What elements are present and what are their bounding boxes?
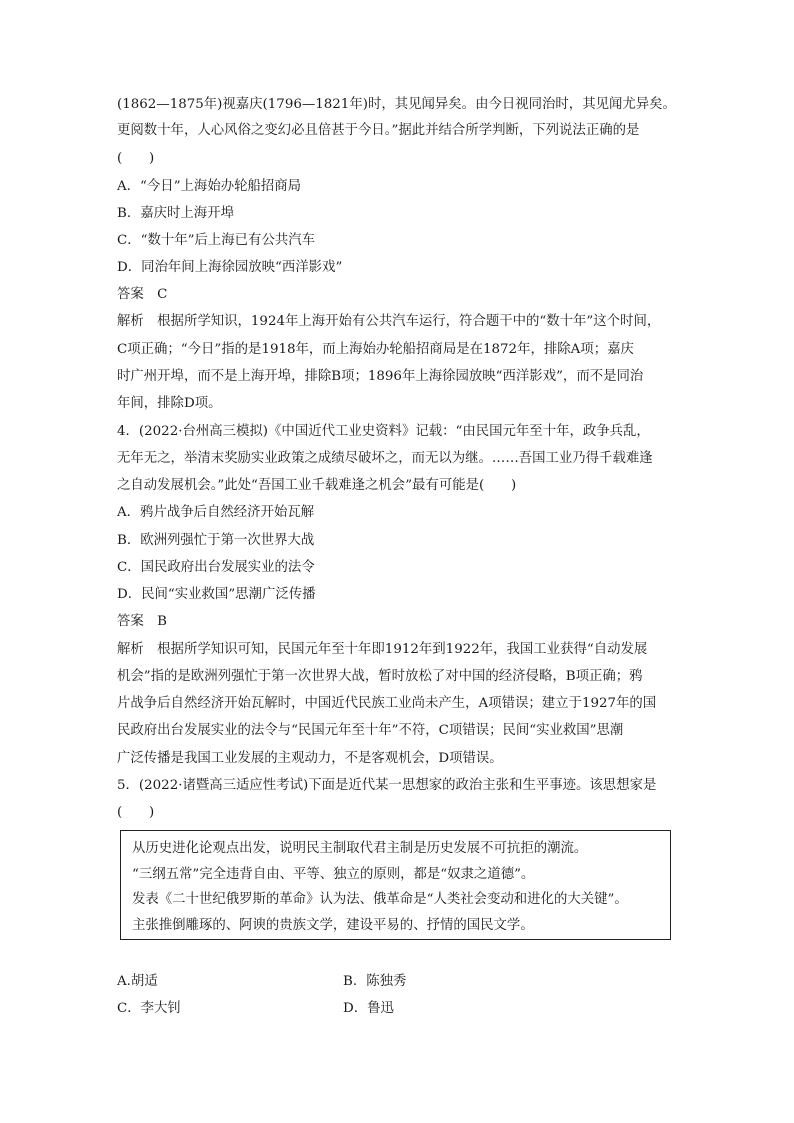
q4-analysis-line-4: 民政府出台发展实业的法令与“民国元年至十年”不符，C项错误；民间“实业救国”思潮 [117, 723, 624, 738]
q5-box-line-4: 主张推倒雕琢的、阿谀的贵族文学，建设平易的、抒情的国民文学。 [132, 918, 534, 933]
q5-stem-line-2: ( ) [117, 805, 155, 820]
q5-material-box [120, 830, 671, 940]
q3-stem-line-3: ( ) [117, 151, 155, 166]
q4-analysis-line-3: 片战争后自然经济开始瓦解时，中国近代民族工业尚未产生，A项错误；建立于1927年的国 [117, 696, 657, 711]
q3-analysis-line-1: 解析 根据所学知识，1924年上海开始有公共汽车运行，符合题干中的“数十年”这个时间， [117, 314, 661, 329]
q4-analysis-line-5: 广泛传播是我国工业发展的主观动力，不是客观机会，D项错误。 [117, 751, 503, 766]
q5-box-line-1: 从历史进化论观点出发，说明民主制取代君主制是历史发展不可抗拒的潮流。 [132, 841, 588, 856]
q5-option-a: A.胡适 [117, 974, 158, 989]
q5-option-b: B．陈独秀 [343, 974, 407, 989]
q4-stem-line-3: 之自动发展机会。”此处“吾国工业千载难逢之机会”最有可能是( ) [117, 478, 517, 493]
q4-option-c: C．国民政府出台发展实业的法令 [117, 560, 315, 575]
q5-box-line-3: 发表《二十世纪俄罗斯的革命》认为法、俄革命是“人类社会变动和进化的大关键”。 [132, 892, 628, 907]
q3-option-d: D．同治年间上海徐园放映“西洋影戏” [117, 260, 343, 275]
q4-stem-line-1: 4．(2022·台州高三模拟)《中国近代工业史资料》记载：“由民国元年至十年，政争兵乱， [117, 424, 650, 439]
q3-analysis-line-3: 时广州开埠，而不是上海开埠，排除B项；1896年上海徐园放映“西洋影戏”，而不是同治 [117, 369, 644, 384]
q3-answer: 答案 C [117, 287, 168, 302]
q5-option-c: C．李大钊 [117, 1001, 181, 1016]
q3-analysis-line-2: C项正确；“今日”指的是1918年，而上海始办轮船招商局是在1872年，排除A项；嘉庆 [117, 342, 634, 357]
q3-option-c: C．“数十年”后上海已有公共汽车 [117, 233, 316, 248]
q4-answer: 答案 B [117, 614, 168, 629]
q4-option-a: A．鸦片战争后自然经济开始瓦解 [117, 505, 315, 520]
q3-option-b: B．嘉庆时上海开埠 [117, 206, 234, 221]
q5-box-line-2: “三纲五常”完全违背自由、平等、独立的原则，都是“奴隶之道德”。 [132, 867, 535, 882]
q4-analysis-line-1: 解析 根据所学知识可知，民国元年至十年即1912年到1922年，我国工业获得“自动发展 [117, 642, 648, 657]
q4-option-d: D．民间“实业救国”思潮广泛传播 [117, 587, 316, 602]
q3-stem-line-1: (1862—1875年)视嘉庆(1796—1821年)时，其见闻异矣。由今日视同治时，其见闻尤异矣。 [117, 97, 676, 112]
q5-stem-line-1: 5．(2022·诸暨高三适应性考试)下面是近代某一思想家的政治主张和生平事迹。该思想家是 [117, 778, 657, 793]
q3-analysis-line-4: 年间，排除D项。 [117, 396, 222, 411]
q4-analysis-line-2: 机会”指的是欧洲列强忙于第一次世界大战，暂时放松了对中国的经济侵略，B项正确；鸦 [117, 669, 643, 684]
q3-stem-line-2: 更阅数十年，人心风俗之变幻必且倍甚于今日。”据此并结合所学判断，下列说法正确的是 [117, 123, 640, 138]
q4-stem-line-2: 无年无之，举清末奖励实业政策之成绩尽破坏之，而无以为继。……吾国工业乃得千载难逢 [117, 451, 653, 466]
q5-option-d: D．鲁迅 [343, 1001, 394, 1016]
q3-option-a: A．“今日”上海始办轮船招商局 [117, 179, 302, 194]
q4-option-b: B．欧洲列强忙于第一次世界大战 [117, 533, 315, 548]
